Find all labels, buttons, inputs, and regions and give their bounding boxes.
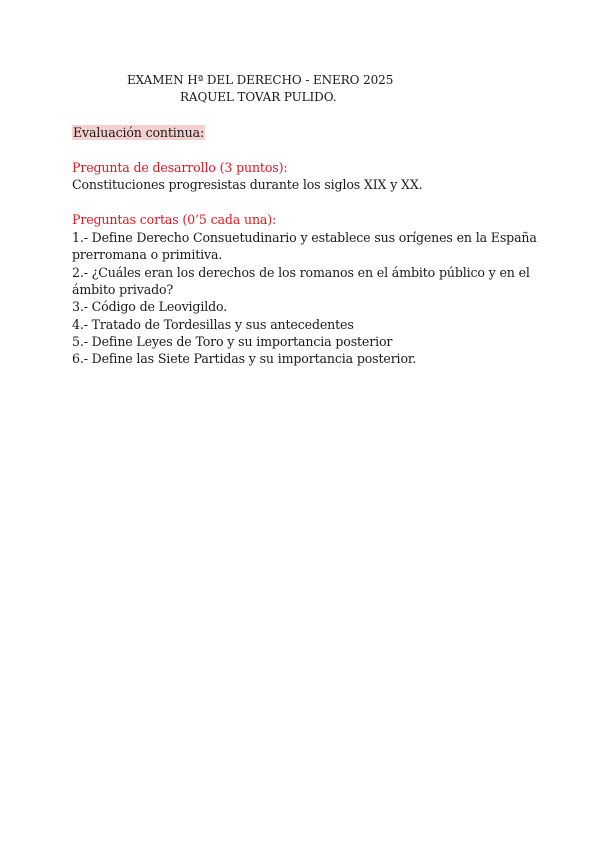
question-2: 2.- ¿Cuáles eran los derechos de los romanos en el ámbito público y en el [72, 265, 530, 280]
essay-heading: Pregunta de desarrollo (3 puntos): [72, 160, 288, 175]
question-6: 6.- Define las Siete Partidas y su importancia posterior. [72, 351, 417, 366]
question-1-continued: prerromana o primitiva. [72, 247, 223, 262]
exam-author: RAQUEL TOVAR PULIDO. [180, 90, 337, 104]
question-5: 5.- Define Leyes de Toro y su importancia posterior [72, 334, 393, 349]
short-questions-heading: Preguntas cortas (0’5 cada una): [72, 212, 277, 227]
exam-title: EXAMEN Hª DEL DERECHO - ENERO 2025 [127, 73, 394, 87]
section-heading [72, 124, 205, 141]
question-3: 3.- Código de Leovigildo. [72, 299, 228, 314]
essay-question: Constituciones progresistas durante los siglos XIX y XX. [72, 177, 423, 192]
section-heading-text: Evaluación continua: [73, 125, 205, 140]
question-1: 1.- Define Derecho Consuetudinario y establece sus orígenes en la España [72, 230, 537, 245]
question-4: 4.- Tratado de Tordesillas y sus antecedentes [72, 317, 354, 332]
question-2-continued: ámbito privado? [72, 282, 174, 297]
